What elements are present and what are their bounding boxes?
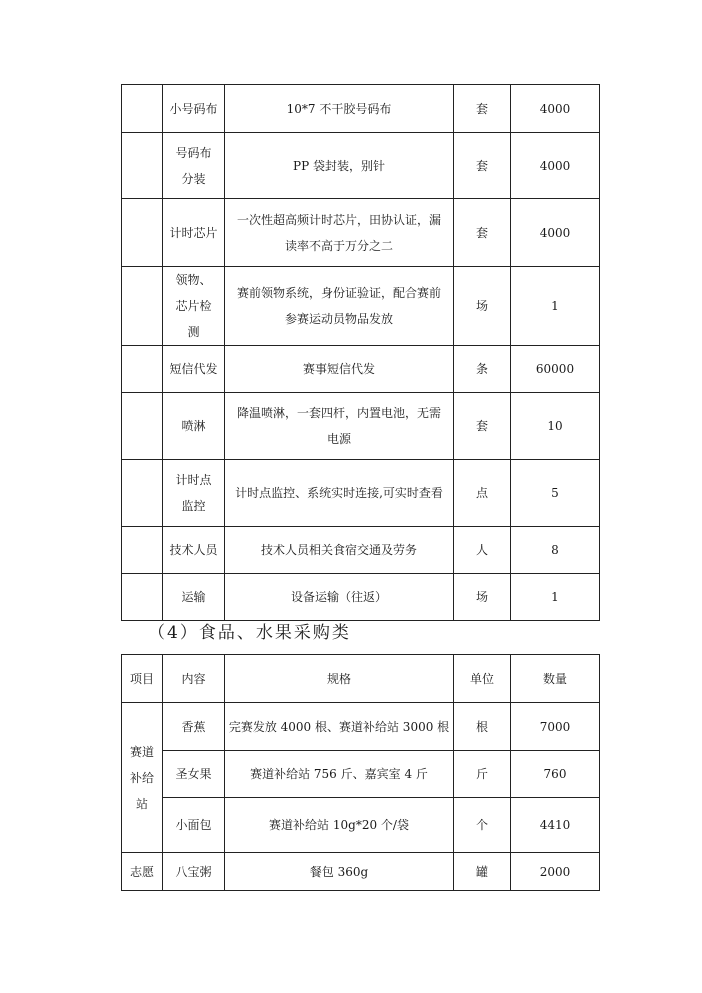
- spec-text: 降温喷淋，一套四杆，内置电池，无需电源: [236, 406, 441, 446]
- table-row: [122, 798, 600, 853]
- content-cell: 技术人员: [163, 527, 225, 574]
- header-item: 项目: [122, 655, 163, 703]
- unit-cell: 点: [454, 460, 511, 527]
- content-cell: 小面包: [163, 798, 225, 853]
- qty-cell: 1: [511, 574, 600, 621]
- unit-cell: 场: [454, 267, 511, 346]
- table-row: [122, 527, 600, 574]
- unit-cell: 场: [454, 574, 511, 621]
- unit-cell: 套: [454, 199, 511, 267]
- item-cell: [122, 199, 163, 267]
- content-cell: 八宝粥: [163, 853, 225, 891]
- spec-text: 赛前领物系统，身份证验证，配合赛前参赛运动员物品发放: [236, 286, 441, 326]
- group-cell: [122, 703, 163, 853]
- header-spec: 规格: [225, 655, 454, 703]
- spec-cell: 计时点监控、系统实时连接,可实时查看: [225, 460, 454, 527]
- spec-cell: [225, 267, 454, 346]
- section-heading: （4）食品、水果采购类: [148, 623, 351, 643]
- content-cell: [163, 460, 225, 527]
- table-row: [122, 133, 600, 199]
- spec-cell: 赛事短信代发: [225, 346, 454, 393]
- qty-cell: 10: [511, 393, 600, 460]
- content-text: 号码布分装: [175, 145, 212, 186]
- content-cell: 喷淋: [163, 393, 225, 460]
- header-qty: 数量: [511, 655, 600, 703]
- table-row: [122, 853, 600, 891]
- item-cell: [122, 574, 163, 621]
- spec-cell: 餐包 360g: [225, 853, 454, 891]
- qty-cell: 2000: [511, 853, 600, 891]
- content-cell: 运输: [163, 574, 225, 621]
- item-cell: [122, 527, 163, 574]
- content-cell: 计时芯片: [163, 199, 225, 267]
- group-cell: 志愿: [122, 853, 163, 891]
- table-row: [122, 703, 600, 751]
- unit-cell: 套: [454, 393, 511, 460]
- header-unit: 单位: [454, 655, 511, 703]
- spec-text: 一次性超高频计时芯片，田协认证，漏读率不高于万分之二: [236, 212, 441, 253]
- item-cell: [122, 460, 163, 527]
- unit-cell: 套: [454, 85, 511, 133]
- spec-cell: 赛道补给站 10g*20 个/袋: [225, 798, 454, 853]
- spec-cell: 设备运输（往返）: [225, 574, 454, 621]
- qty-cell: 760: [511, 751, 600, 798]
- item-cell: [122, 393, 163, 460]
- food-fruit-table: [121, 654, 600, 891]
- item-cell: [122, 85, 163, 133]
- table-header-row: [122, 655, 600, 703]
- content-text: 计时点监控: [175, 473, 212, 513]
- item-cell: [122, 133, 163, 199]
- item-cell: [122, 267, 163, 346]
- spec-cell: 技术人员相关食宿交通及劳务: [225, 527, 454, 574]
- content-cell: 圣女果: [163, 751, 225, 798]
- spec-cell: PP 袋封装，别针: [225, 133, 454, 199]
- spec-cell: [225, 199, 454, 267]
- spec-cell: 赛道补给站 756 斤、嘉宾室 4 斤: [225, 751, 454, 798]
- unit-cell: 条: [454, 346, 511, 393]
- table-row: [122, 199, 600, 267]
- content-text: 领物、芯片检测: [175, 273, 212, 339]
- unit-cell: 人: [454, 527, 511, 574]
- unit-cell: 罐: [454, 853, 511, 891]
- spec-cell: 完赛发放 4000 根、赛道补给站 3000 根: [225, 703, 454, 751]
- content-cell: [163, 267, 225, 346]
- content-cell: 香蕉: [163, 703, 225, 751]
- table-row: [122, 85, 600, 133]
- group-text: 赛道补给站: [129, 744, 154, 811]
- table-row: [122, 393, 600, 460]
- spec-cell: 10*7 不干胶号码布: [225, 85, 454, 133]
- content-cell: 小号码布: [163, 85, 225, 133]
- table-row: [122, 751, 600, 798]
- spec-cell: [225, 393, 454, 460]
- table-row: [122, 574, 600, 621]
- qty-cell: 8: [511, 527, 600, 574]
- qty-cell: 4000: [511, 199, 600, 267]
- qty-cell: 4410: [511, 798, 600, 853]
- unit-cell: 个: [454, 798, 511, 853]
- qty-cell: 4000: [511, 85, 600, 133]
- qty-cell: 60000: [511, 346, 600, 393]
- qty-cell: 5: [511, 460, 600, 527]
- table-row: [122, 267, 600, 346]
- content-cell: [163, 133, 225, 199]
- table-row: [122, 460, 600, 527]
- item-cell: [122, 346, 163, 393]
- qty-cell: 1: [511, 267, 600, 346]
- table-row: [122, 346, 600, 393]
- content-cell: 短信代发: [163, 346, 225, 393]
- equipment-table: [121, 84, 600, 621]
- unit-cell: 斤: [454, 751, 511, 798]
- header-content: 内容: [163, 655, 225, 703]
- qty-cell: 4000: [511, 133, 600, 199]
- unit-cell: 套: [454, 133, 511, 199]
- qty-cell: 7000: [511, 703, 600, 751]
- unit-cell: 根: [454, 703, 511, 751]
